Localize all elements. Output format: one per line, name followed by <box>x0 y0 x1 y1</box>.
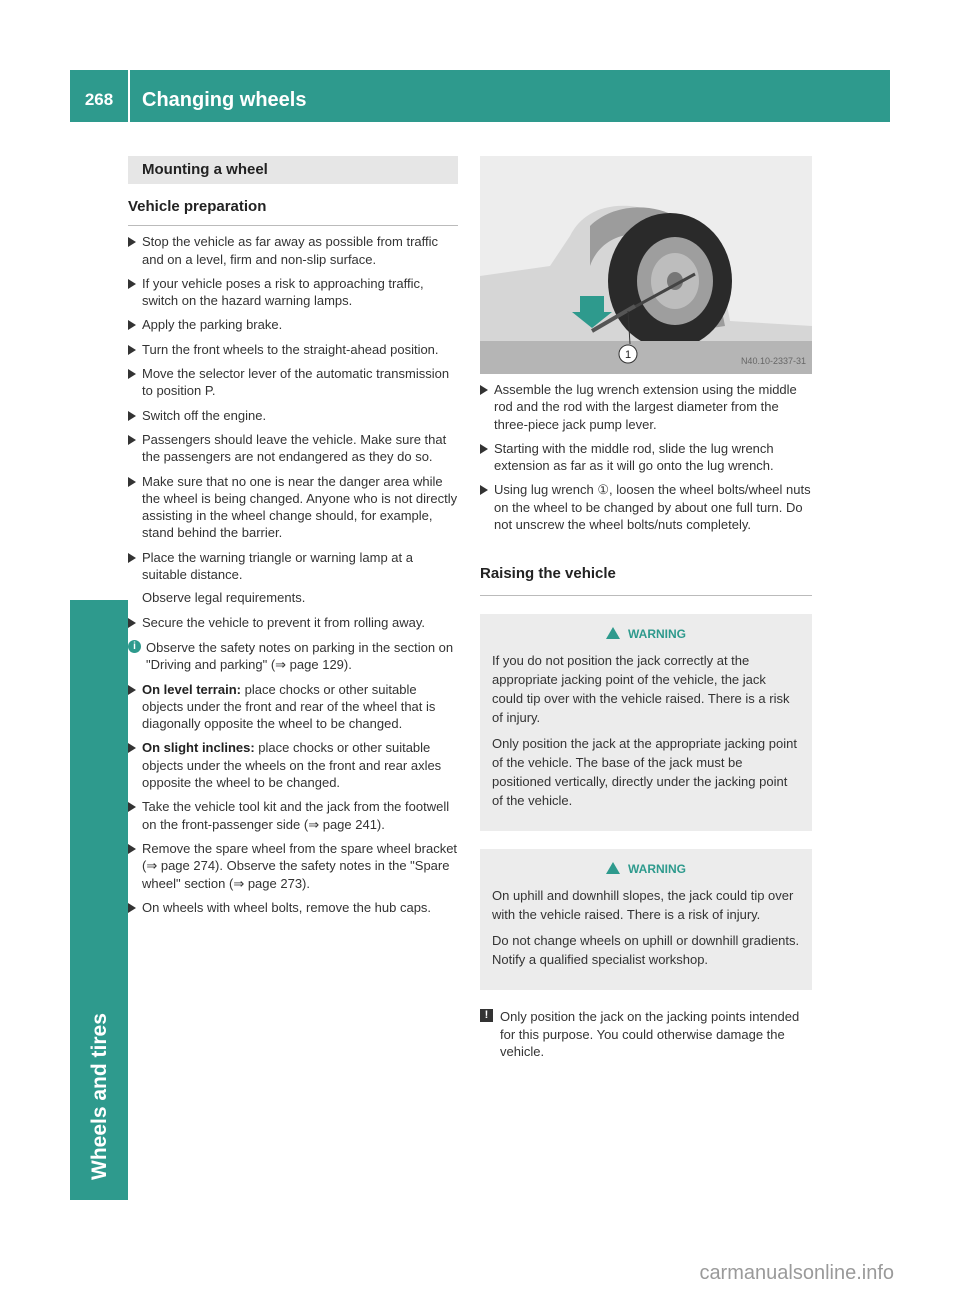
list-item: Starting with the middle rod, slide the lug wrench extension as far as it will go onto the lug wrench. <box>480 440 812 475</box>
arrow-bullet-icon <box>128 320 136 330</box>
right-column <box>480 156 812 1060</box>
warning-text: If you do not position the jack correctly at the appropriate jacking point of the vehicle, the jack could tip over with the vehicle raised. There is a risk of injury. <box>492 652 790 725</box>
arrow-bullet-icon <box>480 385 488 395</box>
left-column <box>128 156 458 916</box>
subheading-raising-vehicle: Raising the vehicle <box>480 565 812 595</box>
arrow-bullet-icon <box>128 553 136 563</box>
arrow-bullet-icon <box>128 279 136 289</box>
arrow-bullet-icon <box>128 802 136 812</box>
figure-callout-number: 1 <box>624 349 632 361</box>
arrow-bullet-icon <box>128 435 136 445</box>
side-tab-label: Wheels and tires <box>88 1013 111 1180</box>
arrow-bullet-icon <box>128 411 136 421</box>
arrow-bullet-icon <box>480 485 488 495</box>
arrow-bullet-icon <box>128 685 136 695</box>
list-item: Stop the vehicle as far away as possible from traffic and on a level, firm and non-slip surface. <box>128 233 458 268</box>
arrow-bullet-icon <box>128 477 136 487</box>
wheel-illustration <box>480 156 812 374</box>
list-item: Remove the spare wheel from the spare wheel bracket (⇒ page 274). Observe the safety notes in the "Spare wheel" section (⇒ page 273). <box>128 840 458 892</box>
list-item: On wheels with wheel bolts, remove the hub caps. <box>128 899 458 916</box>
arrow-bullet-icon <box>128 618 136 628</box>
list-item: Take the vehicle tool kit and the jack from the footwell on the front-passenger side (⇒ page 241). <box>128 798 458 833</box>
warning-text: Only position the jack at the appropriate jacking point of the vehicle. The base of the jack must be positioned vertically, directly under the jacking point of the vehicle. <box>492 735 797 808</box>
list-item: Assemble the lug wrench extension using the middle rod and the rod with the largest diameter from the three-piece jack pump lever. <box>480 381 812 433</box>
arrow-bullet-icon <box>128 844 136 854</box>
warning-box <box>480 849 812 990</box>
watermark-text: carmanualsonline.info <box>699 1262 894 1284</box>
list-item: Turn the front wheels to the straight-ahead position. <box>128 341 458 358</box>
list-item: Secure the vehicle to prevent it from rolling away. <box>128 614 458 631</box>
figure-caption: N40.10-2337-31 <box>740 355 806 366</box>
list-item: Switch off the engine. <box>128 407 458 424</box>
warning-triangle-icon <box>606 862 620 874</box>
info-note: i Observe the safety notes on parking in the section on "Driving and parking" (⇒ page 129). <box>128 639 458 674</box>
section-side-tab <box>70 600 128 1200</box>
list-item: Move the selector lever of the automatic transmission to position P. <box>128 365 458 400</box>
warning-title: WARNING <box>492 861 800 878</box>
list-item: Apply the parking brake. <box>128 316 458 333</box>
arrow-bullet-icon <box>128 237 136 247</box>
arrow-bullet-icon <box>128 903 136 913</box>
list-item: Make sure that no one is near the danger area while the wheel is being changed. Anyone who is not directly assisting in the wheel change should, for example, stand behind the barrier. <box>128 473 458 542</box>
warning-text: Do not change wheels on uphill or downhill gradients. Notify a qualified specialist workshop. <box>492 933 800 968</box>
list-item: If your vehicle poses a risk to approaching traffic, switch on the hazard warning lamps. <box>128 275 458 310</box>
list-item: On slight inclines: place chocks or other suitable objects under the wheels on the front and rear axles opposite the wheel to be changed. <box>128 739 458 791</box>
list-item: Passengers should leave the vehicle. Make sure that the passengers are not endangered as they do so. <box>128 431 458 466</box>
arrow-bullet-icon <box>128 369 136 379</box>
info-icon: i <box>128 640 141 653</box>
warning-text: On uphill and downhill slopes, the jack could tip over with the vehicle raised. There is a risk of injury. <box>492 888 794 923</box>
warning-title: WARNING <box>492 626 800 643</box>
page-title: Changing wheels <box>142 89 307 111</box>
observe-text: Observe legal requirements. <box>142 590 306 606</box>
warning-triangle-icon <box>606 627 620 639</box>
header-divider <box>128 70 130 122</box>
list-item: Place the warning triangle or warning lamp at a suitable distance. <box>128 549 458 584</box>
caution-note: ! Only position the jack on the jacking points intended for this purpose. You could otherwise damage the vehicle. <box>480 1008 812 1060</box>
wheel-figure <box>480 156 812 374</box>
page-number: 268 <box>84 90 114 109</box>
subheading-vehicle-preparation: Vehicle preparation <box>128 198 458 226</box>
arrow-bullet-icon <box>480 444 488 454</box>
arrow-bullet-icon <box>128 743 136 753</box>
arrow-bullet-icon <box>128 345 136 355</box>
list-item: On level terrain: place chocks or other suitable objects under the front and rear of the wheel that is diagonally opposite the wheel to be changed. <box>128 681 458 733</box>
exclamation-icon: ! <box>480 1009 493 1022</box>
list-item: Using lug wrench ①, loosen the wheel bolts/wheel nuts on the wheel to be changed by about one full turn. Do not unscrew the wheel bolts/nuts completely. <box>480 481 812 533</box>
page-header <box>70 70 890 122</box>
section-band-title: Mounting a wheel <box>128 156 458 184</box>
warning-box <box>480 614 812 831</box>
